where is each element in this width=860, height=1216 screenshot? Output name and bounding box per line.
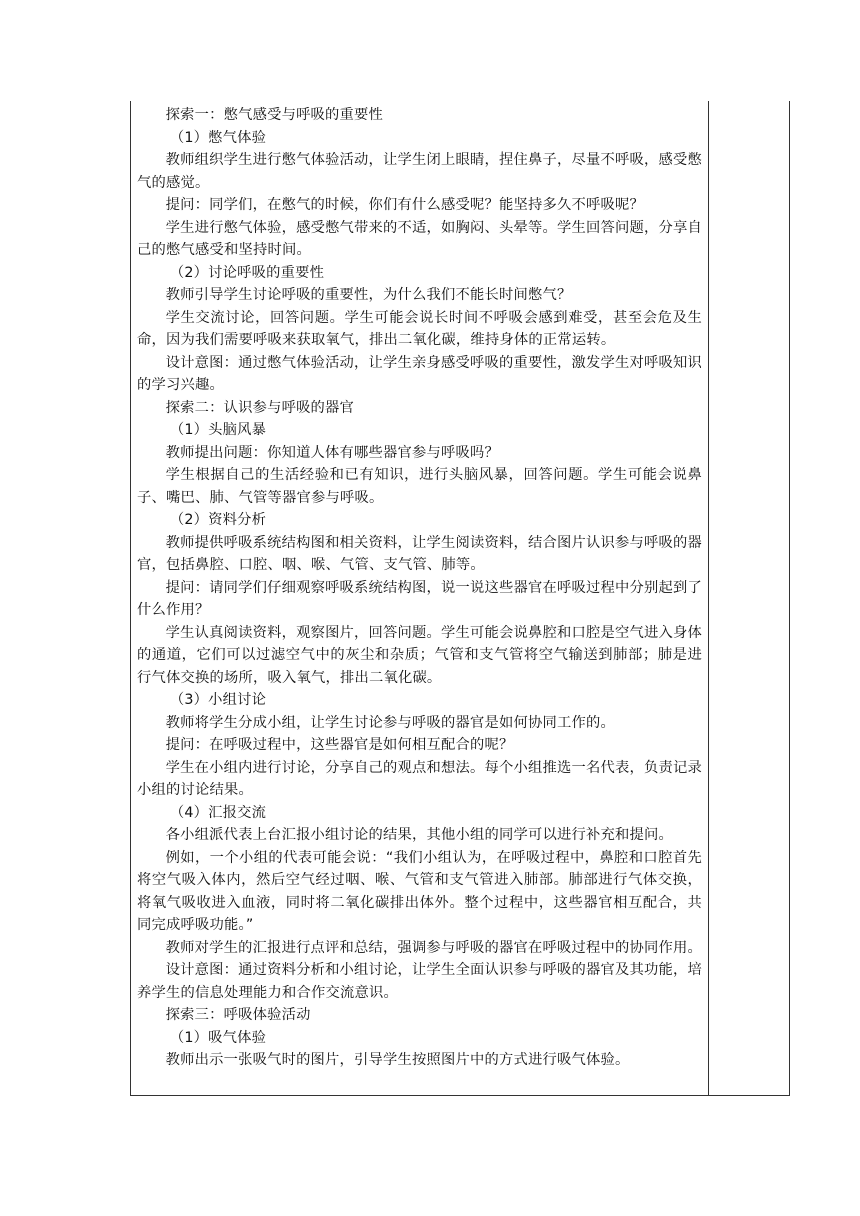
subsection-heading: （2）讨论呼吸的重要性 <box>169 264 325 281</box>
subsection-heading: （1）憋气体验 <box>169 129 267 146</box>
paragraph: 教师出示一张吸气时的图片，引导学生按照图片中的方式进行吸气体验。 <box>165 1052 630 1068</box>
subsection-heading: （3）小组讨论 <box>169 692 267 708</box>
paragraph: 教师引导学生讨论呼吸的重要性，为什么我们不能长时间憋气？ <box>165 287 572 303</box>
subsection-heading: （1）吸气体验 <box>169 1029 267 1046</box>
subsection-heading: （2）资料分析 <box>169 512 267 528</box>
paragraph: 各小组派代表上台汇报小组讨论的结果，其他小组的同学可以进行补充和提问。 <box>165 827 673 843</box>
subsection-heading: （4）汇报交流 <box>169 804 267 821</box>
paragraph: 教师组织学生进行憋气体验活动，让学生闭上眼睛，捏住鼻子，尽量不呼吸，感受憋气的感觉。 <box>137 152 702 191</box>
paragraph: 设计意图：通过憋气体验活动，让学生亲身感受呼吸的重要性，激发学生对呼吸知识的学习兴趣。 <box>137 354 702 393</box>
paragraph: 例如，一个小组的代表可能会说：“我们小组认为，在呼吸过程中，鼻腔和口腔首先将空气吸入体内，然后空气经过咽、喉、气管和支气管进入肺部。肺部进行气体交换，将氧气吸收进入血液，同时将二氧化碳排出体外。整个过程中，这些器官相互配合，共同完成呼吸功能。” <box>137 849 702 933</box>
paragraph: 教师将学生分成小组，让学生讨论参与呼吸的器官是如何协同工作的。 <box>165 714 615 731</box>
section-heading: 探索三：呼吸体验活动 <box>165 1007 311 1023</box>
paragraph: 学生认真阅读资料，观察图片，回答问题。学生可能会说鼻腔和口腔是空气进入身体的通道，它们可以过滤空气中的灰尘和杂质；气管和支气管将空气输送到肺部；肺是进行气体交换的场所，吸入氧气，排出二氧化碳。 <box>137 624 702 686</box>
paragraph: 学生进行憋气体验，感受憋气带来的不适，如胸闷、头晕等。学生回答问题，分享自己的憋气感受和坚持时间。 <box>137 219 702 258</box>
paragraph: 学生根据自己的生活经验和已有知识，进行头脑风暴，回答问题。学生可能会说鼻子、嘴巴、肺、气管等器官参与呼吸。 <box>137 467 702 506</box>
paragraph: 教师对学生的汇报进行点评和总结，强调参与呼吸的器官在呼吸过程中的协同作用。 <box>165 939 702 956</box>
section-heading: 探索二：认识参与呼吸的器官 <box>165 399 355 416</box>
paragraph: 提问：请同学们仔细观察呼吸系统结构图，说一说这些器官在呼吸过程中分别起到了什么作用？ <box>137 579 702 618</box>
paragraph: 教师提供呼吸系统结构图和相关资料，让学生阅读资料，结合图片认识参与呼吸的器官，包括鼻腔、口腔、咽、喉、气管、支气管、肺等。 <box>137 534 702 573</box>
subsection-heading: （1）头脑风暴 <box>169 422 267 438</box>
lesson-content <box>137 104 702 1072</box>
paragraph: 教师提出问题：你知道人体有哪些器官参与呼吸吗？ <box>165 444 500 461</box>
paragraph: 设计意图：通过资料分析和小组讨论，让学生全面认识参与呼吸的器官及其功能，培养学生的信息处理能力和合作交流意识。 <box>137 962 702 1001</box>
column-divider <box>708 101 709 1095</box>
paragraph: 提问：在呼吸过程中，这些器官是如何相互配合的呢？ <box>165 737 514 753</box>
paragraph: 学生在小组内进行讨论，分享自己的观点和想法。每个小组推选一名代表，负责记录小组的讨论结果。 <box>137 759 702 798</box>
paragraph: 提问：同学们，在憋气的时候，你们有什么感受呢？能坚持多久不呼吸呢？ <box>165 197 644 213</box>
section-heading: 探索一：憋气感受与呼吸的重要性 <box>165 107 384 123</box>
paragraph: 学生交流讨论，回答问题。学生可能会说长时间不呼吸会感到难受，甚至会危及生命，因为我们需要呼吸来获取氧气，排出二氧化碳，维持身体的正常运转。 <box>137 309 702 348</box>
